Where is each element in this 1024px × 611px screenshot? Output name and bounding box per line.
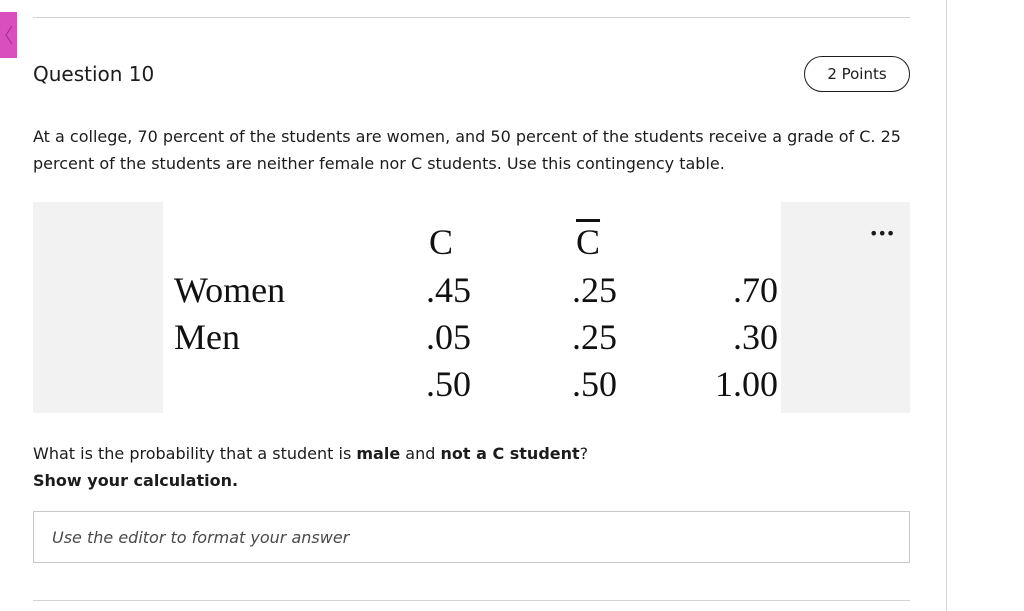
section-divider-bottom bbox=[33, 600, 910, 601]
answer-input[interactable] bbox=[52, 528, 891, 547]
follow-up-question bbox=[33, 440, 588, 494]
answer-editor[interactable] bbox=[33, 511, 910, 563]
cell-men-not-c: .25 bbox=[572, 317, 617, 357]
follow-up-bold-not-c: not a C student bbox=[440, 444, 580, 463]
cell-women-total: .70 bbox=[733, 270, 778, 310]
points-badge: 2 Points bbox=[804, 56, 910, 92]
follow-up-text: and bbox=[400, 444, 441, 463]
question-prompt: At a college, 70 percent of the students are women, and 50 percent of the students receive a grade of C. 25 percent of the students are neither female nor C students. Use this contingency table. bbox=[33, 127, 901, 173]
cell-total-not-c: .50 bbox=[572, 364, 617, 404]
cell-grand-total: 1.00 bbox=[715, 364, 778, 404]
col-header-not-c: $\overline{C}$ bbox=[576, 222, 601, 262]
follow-up-bold-male: male bbox=[356, 444, 401, 463]
row-label-women: Women bbox=[174, 270, 286, 310]
follow-up-text: ? bbox=[579, 444, 589, 463]
follow-up-text: What is the probability that a student is bbox=[33, 444, 357, 463]
image-padding-left bbox=[33, 202, 163, 413]
follow-up-line-1 bbox=[33, 440, 588, 467]
follow-up-line-2 bbox=[33, 467, 588, 494]
cell-men-total: .30 bbox=[733, 317, 778, 357]
panel-divider bbox=[946, 0, 947, 611]
cell-women-c: .45 bbox=[426, 270, 471, 310]
cell-total-c: .50 bbox=[426, 364, 471, 404]
cell-women-not-c: .25 bbox=[572, 270, 617, 310]
col-header-c: C bbox=[429, 222, 454, 262]
row-label-men: Men bbox=[174, 317, 240, 357]
more-options-icon[interactable]: ••• bbox=[869, 224, 895, 243]
chevron-left-icon bbox=[4, 24, 14, 46]
show-calculation-text: Show your calculation. bbox=[33, 471, 239, 490]
question-title: Question 10 bbox=[33, 62, 155, 86]
contingency-table-image bbox=[33, 202, 910, 413]
cell-men-c: .05 bbox=[426, 317, 471, 357]
section-divider-top bbox=[33, 17, 910, 18]
side-panel-toggle[interactable] bbox=[0, 12, 17, 58]
